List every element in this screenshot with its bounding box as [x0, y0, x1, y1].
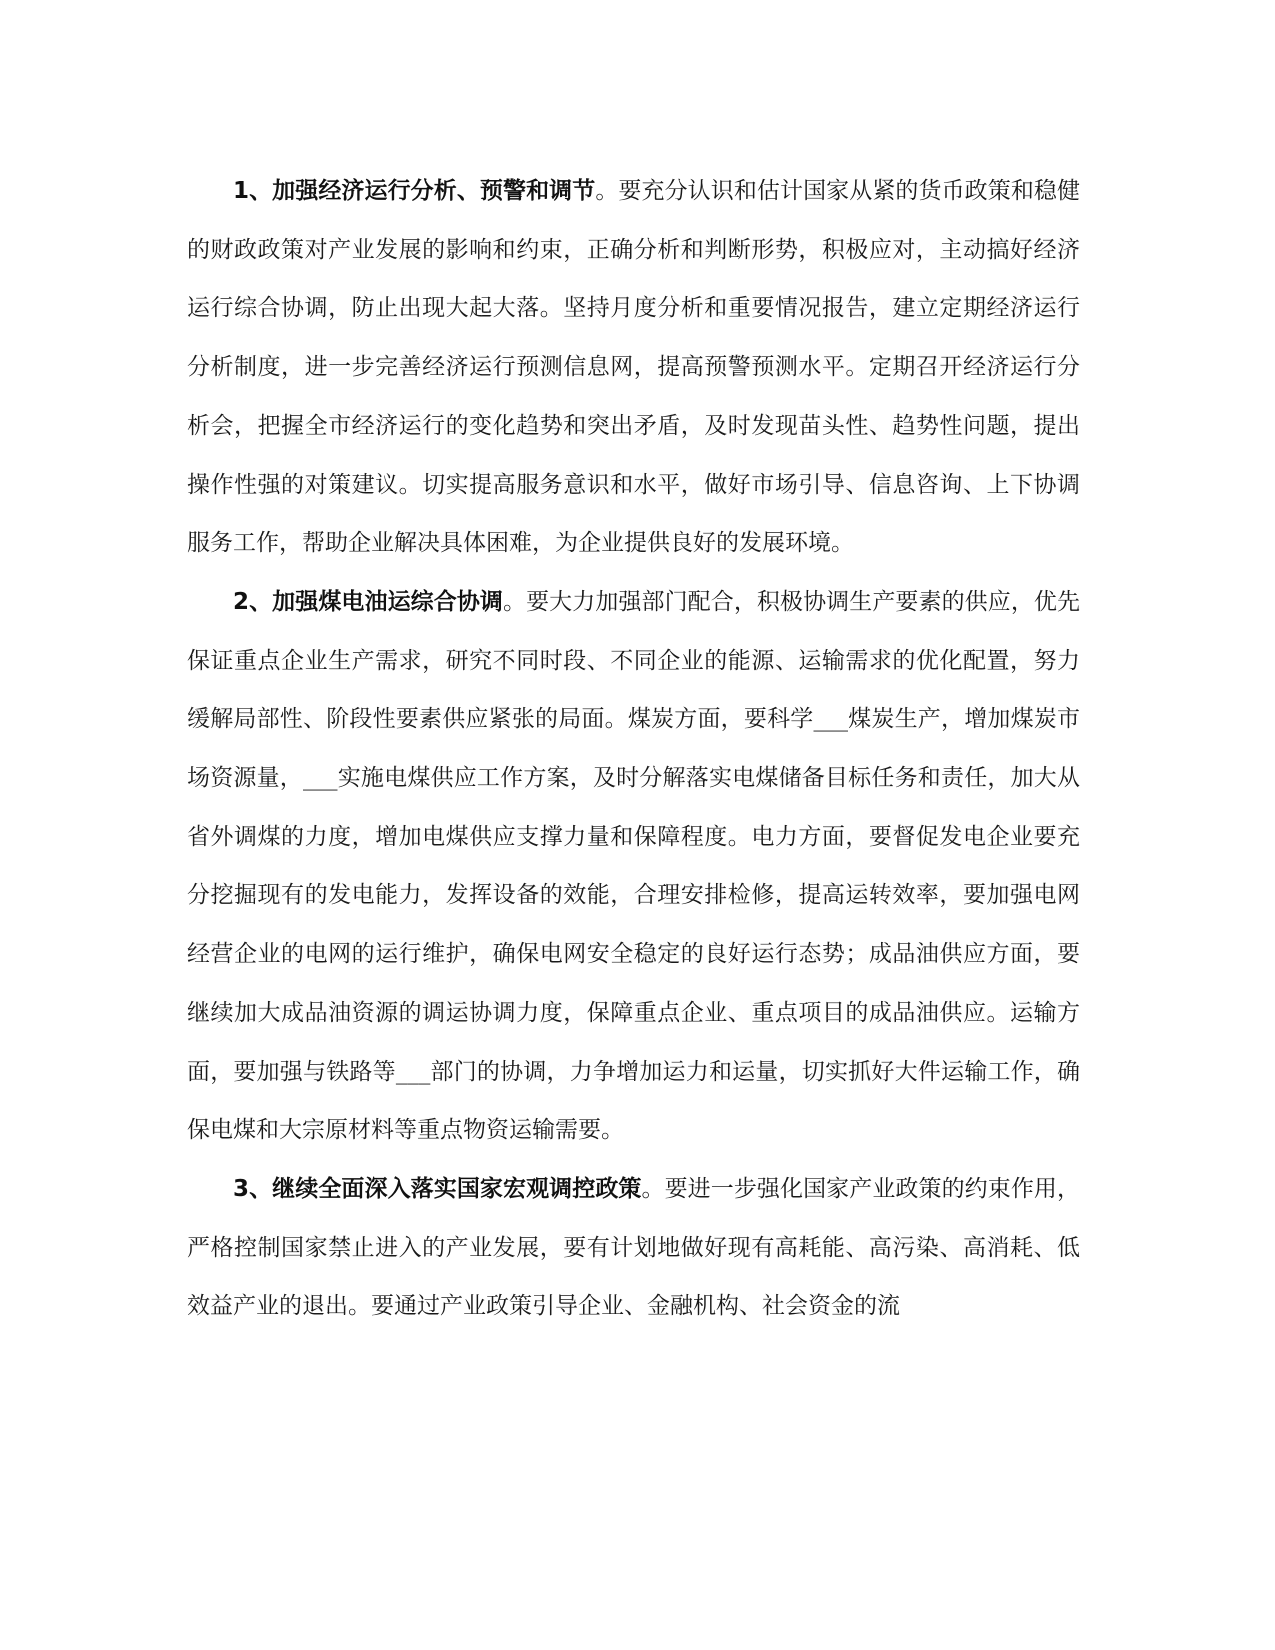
paragraph-2-heading: 2、加强煤电油运综合协调: [233, 588, 503, 615]
paragraph-2-text: 。要大力加强部门配合，积极协调生产要素的供应，优先保证重点企业生产需求，研究不同时段、不同企业的能源、运输需求的优化配置，努力缓解局部性、阶段性要素供应紧张的局面。煤炭方面，要科学___煤炭生产，增加煤炭市场资源量，___实施电煤供应工作方案，及时分解落实电煤储备目标任务和责任，加大从省外调煤的力度，增加电煤供应支撑力量和保障程度。电力方面，要督促发电企业要充分挖掘现有的发电能力，发挥设备的效能，合理安排检修，提高运转效率，要加强电网经营企业的电网的运行维护，确保电网安全稳定的良好运行态势；成品油供应方面，要继续加大成品油资源的调运协调力度，保障重点企业、重点项目的成品油供应。运输方面，要加强与铁路等___部门的协调，力争增加运力和运量，切实抓好大件运输工作，确保电煤和大宗原材料等重点物资运输需要。: [187, 588, 1080, 1144]
paragraph-1: [187, 162, 1080, 573]
paragraph-1-text: 。要充分认识和估计国家从紧的货币政策和稳健的财政政策对产业发展的影响和约束，正确分析和判断形势，积极应对，主动搞好经济运行综合协调，防止出现大起大落。坚持月度分析和重要情况报告，建立定期经济运行分析制度，进一步完善经济运行预测信息网，提高预警预测水平。定期召开经济运行分析会，把握全市经济运行的变化趋势和突出矛盾，及时发现苗头性、趋势性问题，提出操作性强的对策建议。切实提高服务意识和水平，做好市场引导、信息咨询、上下协调服务工作，帮助企业解决具体困难，为企业提供良好的发展环境。: [187, 178, 1081, 557]
paragraph-3: [187, 1160, 1080, 1336]
paragraph-1-heading: 1、加强经济运行分析、预警和调节: [233, 178, 596, 204]
document-body: [187, 162, 1080, 1336]
paragraph-2: [187, 573, 1080, 1160]
paragraph-3-text: 。要进一步强化国家产业政策的约束作用，严格控制国家禁止进入的产业发展，要有计划地做好现有高耗能、高污染、高消耗、低效益产业的退出。要通过产业政策引导企业、金融机构、社会资金的流: [187, 1175, 1080, 1320]
paragraph-3-heading: 3、继续全面深入落实国家宏观调控政策: [233, 1175, 642, 1202]
